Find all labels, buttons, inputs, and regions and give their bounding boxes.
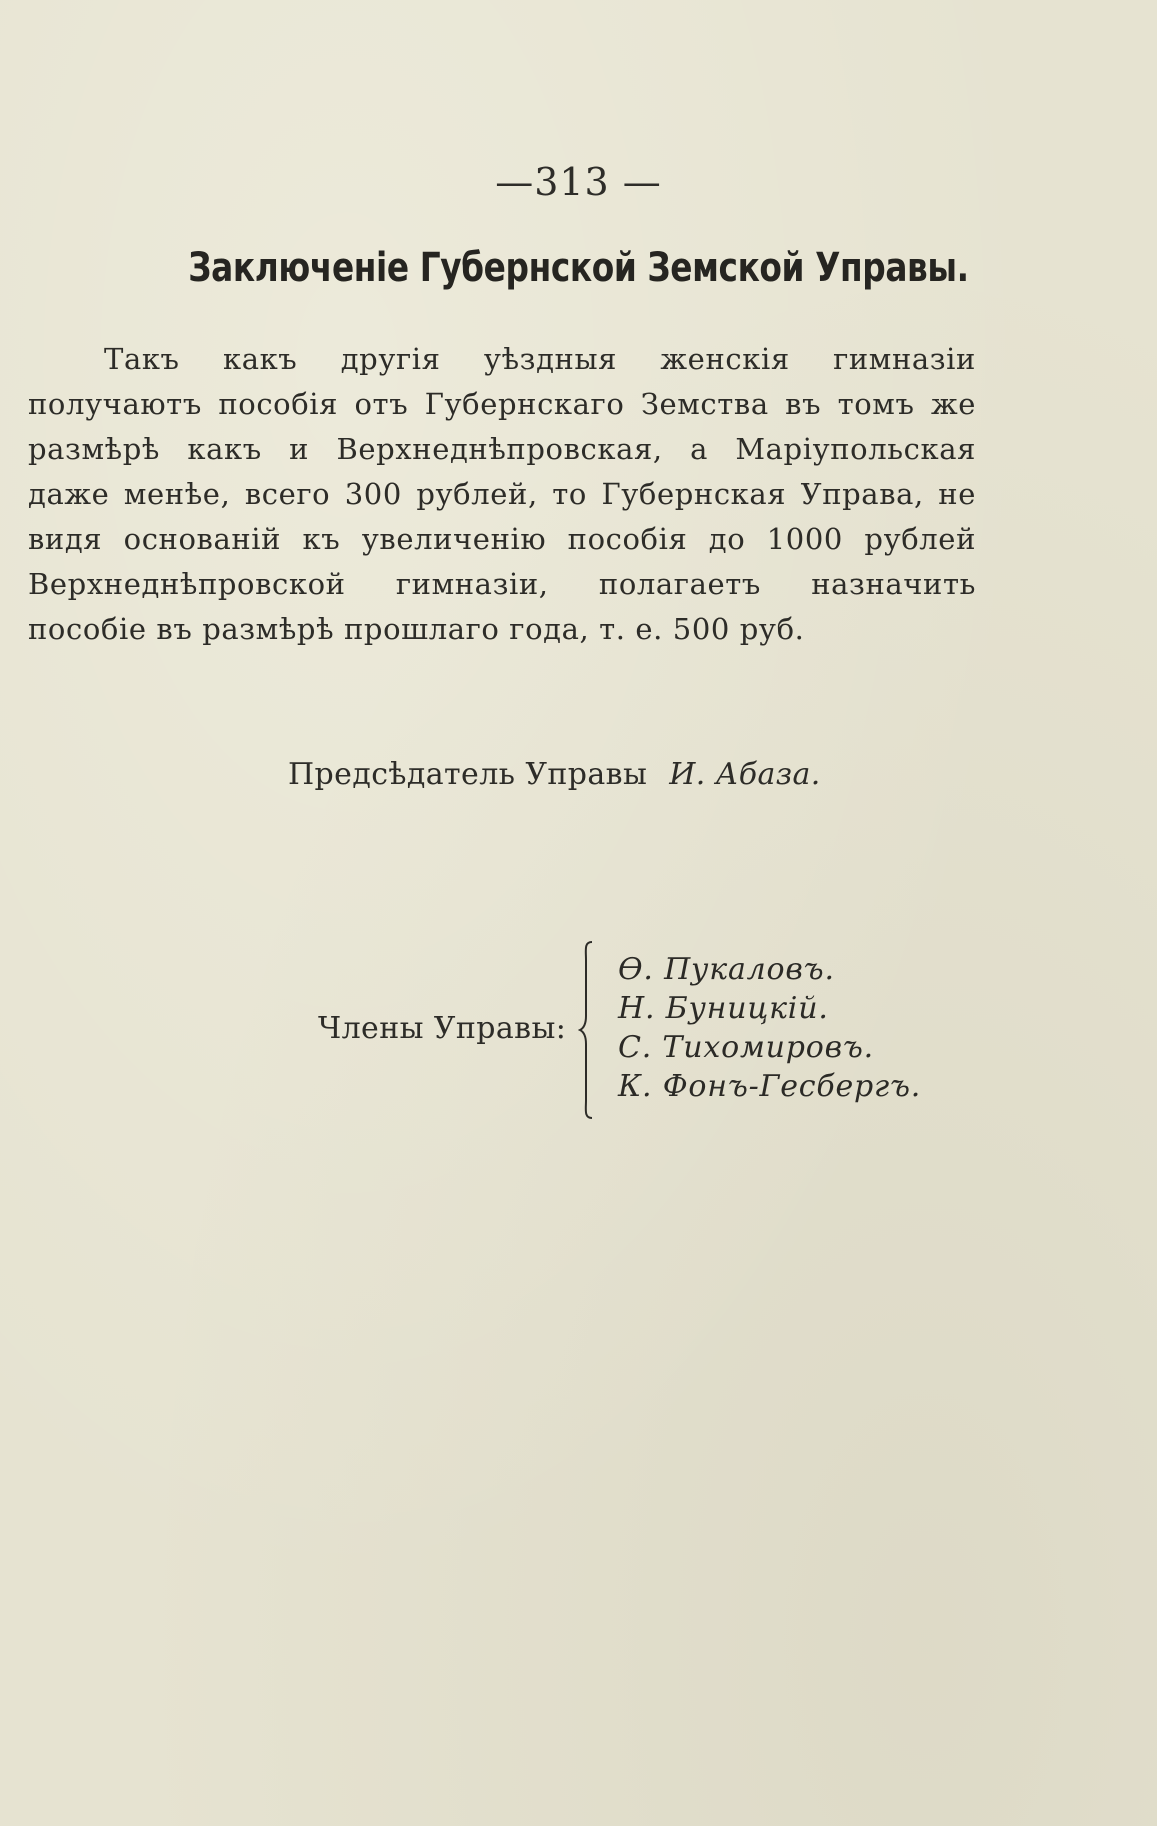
member-name: Ѳ. Пукаловъ. xyxy=(618,952,835,987)
members-list xyxy=(618,950,921,1106)
curly-brace-icon xyxy=(578,940,596,1120)
chairman-signature xyxy=(288,757,821,792)
body-paragraph: Такъ какъ другія уѣздныя женскія гимназіи получаютъ пособія отъ Губернскаго Земства въ томъ же размѣрѣ какъ и Верхнеднѣпровская, а Маріупольская даже менѣе, всего 300 рублей, то Губернская Управа, не видя основаній къ увеличенію пособія до 1000 рублей Верхнеднѣпровской гимназіи, полагаетъ назначить пособіе въ размѣрѣ прошлаго года, т. е. 500 руб. xyxy=(28,342,976,646)
member-name: К. Фонъ-Гесбергъ. xyxy=(618,1069,922,1104)
member-name: С. Тихомировъ. xyxy=(618,1030,874,1065)
chairman-label: Предсѣдатель Управы xyxy=(288,757,648,792)
page-number: —313 — xyxy=(495,160,662,204)
chairman-name: И. Абаза. xyxy=(669,757,821,792)
member-name: Н. Буницкій. xyxy=(618,991,829,1026)
section-title: Заключеніе Губернской Земской Управы. xyxy=(188,245,969,291)
members-label: Члены Управы: xyxy=(318,1011,567,1046)
